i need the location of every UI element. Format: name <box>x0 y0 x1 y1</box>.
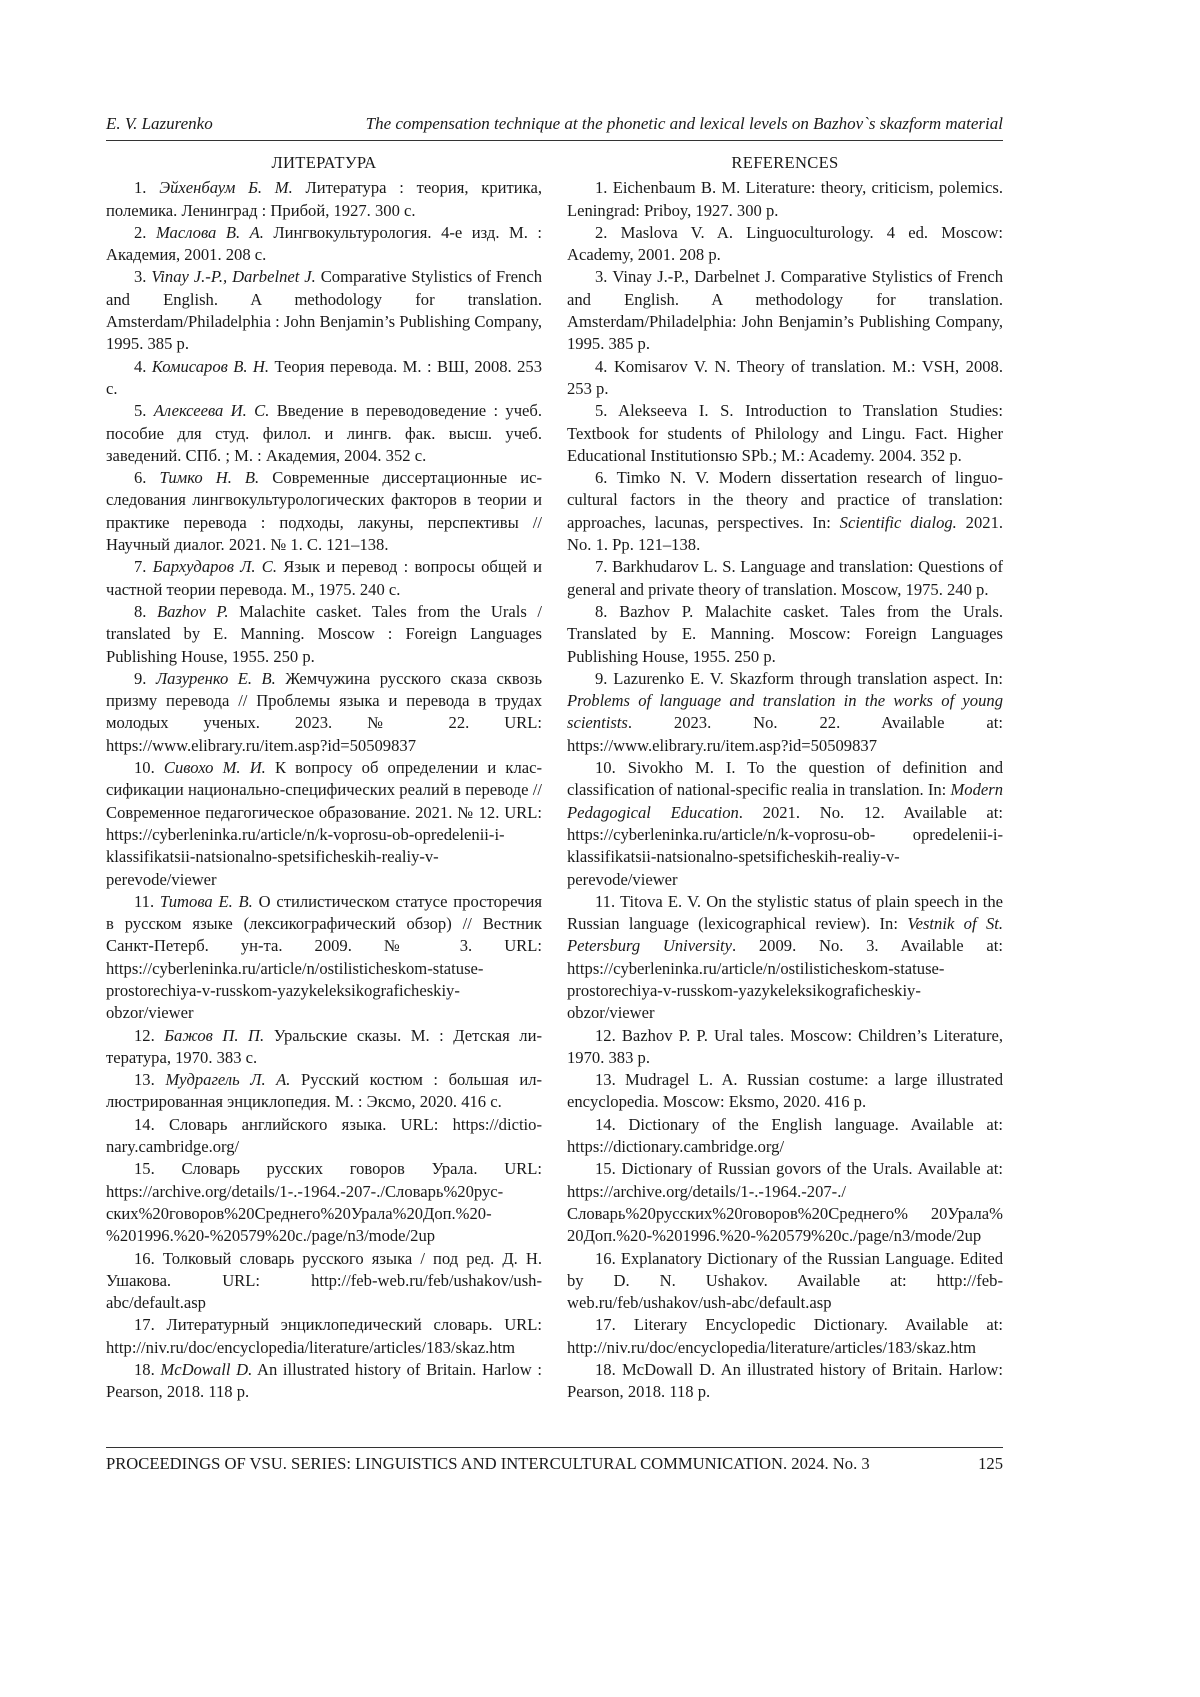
reference-text-part: 13. Mudragel L. A. Russian costume: a large illustrated encyclopedia. Moscow: Eksmo, 2020. 416 p. <box>567 1070 1003 1112</box>
references-russian-column <box>106 152 542 1404</box>
reference-text-part: 1. <box>134 178 160 198</box>
reference-text-part: 15. Dictionary of Russian govors of the Urals. Available at: https://archive.org/details/1-.-1964.-207-./Словарь%20русских%20говоров%20Среднего% 20Урала% 20Доп.%20-%201996.%20-%20579%20c./page/n3/mode/2up <box>567 1159 1003 1246</box>
reference-italic-part: Vestnik of St. Petersburg University <box>567 914 1003 956</box>
reference-item <box>106 400 542 467</box>
reference-item <box>106 356 542 401</box>
reference-item <box>567 668 1003 757</box>
reference-text-part: 3. <box>134 267 152 287</box>
reference-item <box>567 1114 1003 1159</box>
reference-text-part: 10. Sivokho M. I. To the question of definition and classification of national-specific realia in translation. In: <box>567 758 1003 800</box>
reference-text-part: Comparative Stylistics of French and English. A methodology for translation. Amsterdam/Philadelphia : John Benjamin’s Publishing Company, 1995. 385 p. <box>106 267 542 354</box>
reference-text-part: 14. Словарь английского языка. URL: https://dictionary.cambridge.org/ <box>106 1114 542 1157</box>
reference-item <box>106 467 542 556</box>
reference-italic-part: Эйхенбаум Б. М. <box>159 178 293 198</box>
reference-italic-part: Комисаров В. Н. <box>151 356 270 376</box>
reference-item <box>106 1158 542 1247</box>
reference-item <box>106 556 542 601</box>
reference-text-part: 2021. No. 1. Pp. 121–138. <box>567 512 1004 555</box>
reference-item <box>106 1359 542 1404</box>
reference-italic-part: Лазуренко Е. В. <box>155 668 276 688</box>
reference-text-part: Введение в переводоведение : учеб. пособие для студ. филол. и лингв. фак. высш. учеб. заведений. СПб. ; М. : Академия, 2004. 352 с. <box>106 401 542 465</box>
reference-italic-part: Bazhov P. <box>157 601 229 621</box>
reference-item <box>106 1025 542 1070</box>
reference-item <box>567 177 1003 222</box>
reference-item <box>106 668 542 757</box>
reference-item <box>567 356 1003 401</box>
reference-text-part: 15. Словарь русских говоров Урала. URL: https://archive.org/details/1-.-1964.-207-./Словарь%20русских%20говоров%20Среднего%20Урала%20Доп.%20-%201996.%20-%20579%20с./page/n3/mode/2up <box>106 1159 542 1246</box>
reference-item <box>106 1314 542 1359</box>
reference-text-part: Malachite casket. Tales from the Urals / translated by E. Manning. Moscow : Foreign Languages Publishing House, 1955. 250 p. <box>106 601 543 666</box>
reference-italic-part: Титова Е. В. <box>159 891 253 911</box>
reference-item <box>567 400 1003 467</box>
footer-divider <box>106 1447 1003 1448</box>
reference-text-part: 3. Vinay J.-P., Darbelnet J. Comparative Stylistics of French and English. A methodology for translation. Amsterdam/Philadelphia: John Benjamin’s Publishing Company, 1995. 385 p. <box>567 267 1003 354</box>
section-heading-literatura: ЛИТЕРАТУРА <box>271 153 377 172</box>
reference-item <box>567 222 1003 267</box>
reference-list-english <box>567 177 1003 1403</box>
reference-italic-part: Сивохо М. И. <box>163 758 266 778</box>
reference-text-part: 5. <box>134 401 154 421</box>
reference-item <box>567 1314 1003 1359</box>
reference-italic-part: Тимко Н. В. <box>159 468 260 488</box>
reference-text-part: 11. <box>134 891 160 911</box>
reference-item <box>567 1359 1003 1404</box>
reference-text-part: 4. <box>134 356 152 376</box>
section-heading-references: REFERENCES <box>731 153 839 172</box>
reference-italic-part: Problems of language and translation in the works of young scientists <box>567 691 1003 733</box>
reference-item <box>106 266 542 355</box>
reference-item <box>567 891 1003 1025</box>
reference-text-part: 6. <box>134 468 160 488</box>
reference-text-part: Уральские сказы. М. : Детская литература, 1970. 383 с. <box>106 1025 543 1067</box>
reference-text-part: . 2009. No. 3. Available at: https://cyberleninka.ru/article/n/ostilisticheskom-statuse-prostorechiya-v-russkom-yazykeleksikograficheskiy-obzor/viewer <box>567 936 1003 1023</box>
reference-text-part: Современные диссертационные исследования лингвокультурологических факторов в теории и практике перевода : подходы, лакуны, перспективы // Научный диалог. 2021. № 1. С. 121–138. <box>106 468 543 555</box>
reference-text-part: . 2021. No. 12. Available at: https://cyberleninka.ru/article/n/k-voprosu-ob- opredelenii-i-klassifikatsii-natsionalno-spetsificheskih-realiy-v-perevode/viewer <box>567 802 1003 889</box>
reference-text-part: 2. <box>134 222 156 242</box>
reference-text-part: Язык и перевод : вопросы общей и частной теории перевода. М., 1975. 240 с. <box>106 557 542 599</box>
reference-item <box>567 556 1003 601</box>
reference-text-part: 4. Komisarov V. N. Theory of translation. M.: VSH, 2008. 253 p. <box>567 356 1003 398</box>
reference-italic-part: Мудрагель Л. А. <box>165 1070 291 1090</box>
reference-text-part: 12. <box>134 1025 165 1045</box>
reference-text-part: 2. Maslova V. A. Linguoculturology. 4 ed. Moscow: Academy, 2001. 208 p. <box>567 222 1003 265</box>
reference-item <box>567 1025 1003 1070</box>
reference-text-part: 17. Literary Encyclopedic Dictionary. Available at: http://niv.ru/doc/encyclopedia/literature/articles/183/skaz.htm <box>567 1315 1003 1357</box>
reference-text-part: 16. Explanatory Dictionary of the Russian Language. Edited by D. N. Ushakov. Available at: http://feb-web.ru/feb/ushakov/ush-abc/default.asp <box>567 1248 1003 1313</box>
reference-item <box>567 467 1003 556</box>
reference-text-part: К вопросу об определении и классификации национально-специфических реалий в переводе // Современное педагогическое образование. 2021. № 12. URL: https://cyberleninka.ru/article/n/k-voprosu-ob-opredelenii-i-klassifikatsii-natsionalno-spetsificheskih-realiy-v-perevode/viewer <box>106 758 543 889</box>
reference-italic-part: Vinay J.-P., Darbelnet J. <box>151 267 316 287</box>
reference-italic-part: McDowall D. <box>160 1360 253 1380</box>
reference-item <box>106 891 542 1025</box>
reference-text-part: 6. Timko N. V. Modern dissertation research of linguocultural factors in the theory and practice of translation: approaches, lacunas, perspectives. In: <box>567 468 1003 532</box>
reference-italic-part: Modern Pedagogical Education <box>567 780 1003 822</box>
reference-text-part: Теория перевода. М. : ВШ, 2008. 253 с. <box>106 356 542 398</box>
reference-text-part: 12. Bazhov P. P. Ural tales. Moscow: Children’s Literature, 1970. 383 p. <box>567 1025 1003 1067</box>
reference-text-part: 18. <box>134 1360 161 1380</box>
reference-text-part: 7. <box>134 557 153 577</box>
reference-text-part: 1. Eichenbaum B. M. Literature: theory, criticism, polemics. Leningrad: Priboy, 1927. 300 p. <box>567 178 1003 220</box>
reference-item <box>567 601 1003 668</box>
reference-text-part: 16. Толковый словарь русского языка / под ред. Д. Н. Ушакова. URL: http://feb-web.ru/feb/ushakov/ush-abc/default.asp <box>106 1248 542 1313</box>
reference-list-russian <box>106 177 542 1403</box>
reference-text-part: Лингвокультурология. 4-е изд. М. : Академия, 2001. 208 с. <box>106 222 542 265</box>
reference-italic-part: Алексеева И. С. <box>153 401 270 421</box>
page-footer <box>106 1454 1003 1474</box>
reference-italic-part: Scientific dialog. <box>839 512 957 532</box>
header-author: E. V. Lazurenko <box>106 114 213 133</box>
reference-text-part: 13. <box>134 1070 166 1090</box>
reference-text-part: 9. Lazurenko E. V. Skazform through translation aspect. In: <box>595 668 1003 688</box>
reference-text-part: 9. <box>134 668 156 688</box>
reference-text-part: 10. <box>134 758 164 778</box>
reference-text-part: 8. <box>134 601 158 621</box>
reference-text-part: О стилистическом статусе просторечия в русском языке (лексикографический обзор) // Вестник Санкт-Петерб. ун-та. 2009. № 3. URL: https://cyberleninka.ru/article/n/ostilisticheskom-statuse-prostorechiya-v-russkom-yazykeleksikograficheskiy-obzor/viewer <box>106 891 542 1023</box>
reference-item <box>106 1114 542 1159</box>
reference-item <box>106 222 542 267</box>
reference-text-part: 5. Alekseeva I. S. Introduction to Translation Studies: Textbook for students of Philology and Lingu. Fact. Higher Educational Institutionsю SPb.; M.: Academy. 2004. 352 p. <box>567 401 1003 465</box>
reference-italic-part: Бажов П. П. <box>164 1025 265 1045</box>
header-divider <box>106 140 1003 141</box>
reference-text-part: Литература : теория, критика, полемика. Ленинград : Прибой, 1927. 300 с. <box>106 178 543 220</box>
page-number: 125 <box>978 1454 1003 1473</box>
header-article-title: The compensation technique at the phonetic and lexical levels on Bazhov`s skazform material <box>365 114 1003 133</box>
reference-italic-part: Маслова В. А. <box>155 222 264 242</box>
reference-item <box>106 1248 542 1315</box>
reference-text-part: 14. Dictionary of the English language. Available at: https://dictionary.cambridge.org/ <box>567 1114 1003 1157</box>
reference-text-part: An illustrated history of Britain. Harlow : Pearson, 2018. 118 p. <box>106 1360 543 1402</box>
reference-text-part: 17. Литературный энциклопедический словарь. URL: http://niv.ru/doc/encyclopedia/literature/articles/183/skaz.htm <box>106 1315 542 1357</box>
references-english-column <box>567 152 1003 1404</box>
reference-item <box>106 177 542 222</box>
reference-item <box>567 757 1003 891</box>
reference-item <box>567 1069 1003 1114</box>
reference-item <box>567 266 1003 355</box>
reference-text-part: 7. Barkhudarov L. S. Language and translation: Questions of general and private theory of translation. Moscow, 1975. 240 p. <box>567 557 1003 599</box>
reference-item <box>567 1248 1003 1315</box>
reference-italic-part: Бархударов Л. С. <box>152 557 278 577</box>
running-header <box>106 114 1003 134</box>
footer-journal-name: PROCEEDINGS OF VSU. SERIES: LINGUISTICS AND INTERCULTURAL COMMUNICATION. 2024. No. 3 <box>106 1454 870 1473</box>
reference-text-part: . 2023. No. 22. Available at: https://www.elibrary.ru/item.asp?id=50509837 <box>567 713 1003 755</box>
reference-text-part: Русский костюм : большая иллюстрированная энциклопедия. М. : Эксмо, 2020. 416 с. <box>106 1070 543 1112</box>
reference-text-part: 18. McDowall D. An illustrated history of Britain. Harlow: Pearson, 2018. 118 p. <box>567 1360 1003 1402</box>
reference-item <box>106 601 542 668</box>
reference-item <box>106 757 542 891</box>
reference-text-part: 11. Titova E. V. On the stylistic status of plain speech in the Russian language (lexicographical review). In: <box>567 891 1003 934</box>
reference-item <box>567 1158 1003 1247</box>
reference-text-part: Жемчужина русского сказа сквозь призму перевода // Проблемы языка и перевода в трудах молодых ученых. 2023. № 22. URL: https://www.elibrary.ru/item.asp?id=50509837 <box>106 668 543 755</box>
reference-text-part: 8. Bazhov P. Malachite casket. Tales from the Urals. Translated by E. Manning. Moscow: Foreign Languages Publishing House, 1955. 250 p. <box>567 601 1003 666</box>
reference-item <box>106 1069 542 1114</box>
